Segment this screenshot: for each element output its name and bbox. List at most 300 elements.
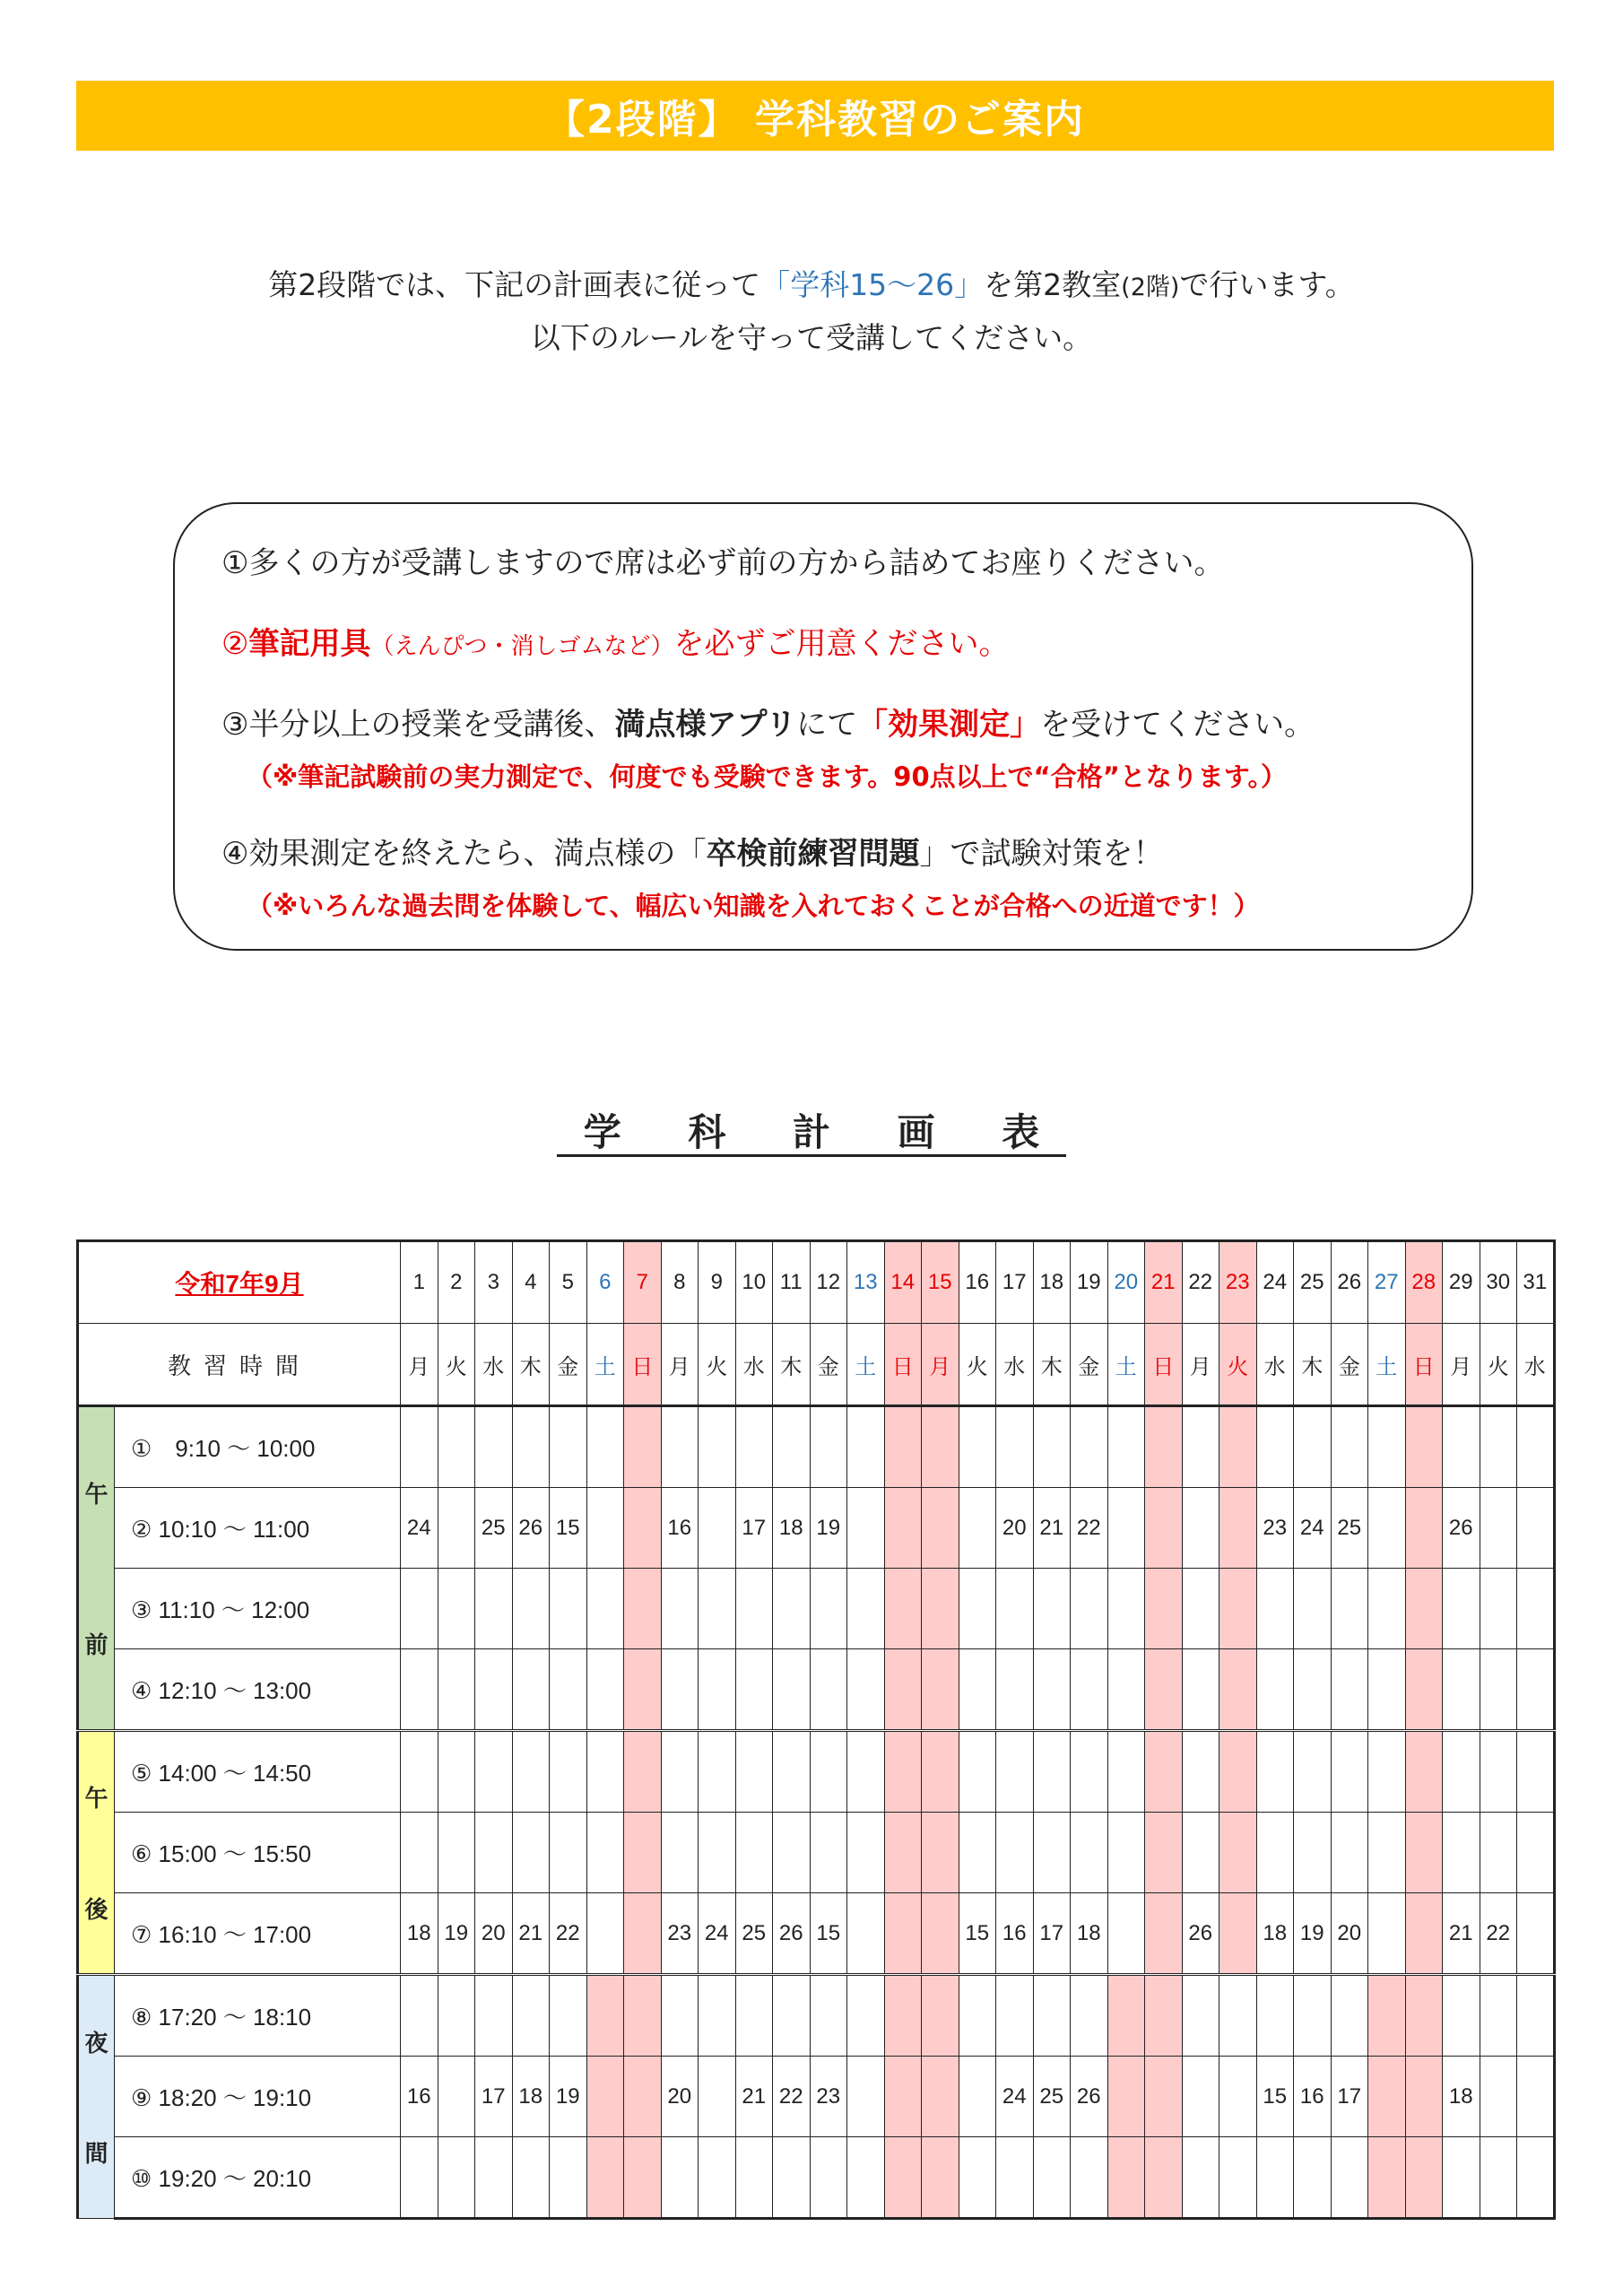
lesson-cell: 21 [1443, 1893, 1480, 1975]
time-slot: ⑨ 18:20 ～ 19:10 [115, 2057, 401, 2137]
day-number: 4 [512, 1241, 550, 1324]
lesson-cell: 24 [401, 1488, 438, 1569]
empty-cell [847, 1406, 885, 1488]
empty-cell [735, 1649, 773, 1731]
empty-cell [586, 1569, 624, 1649]
empty-cell [1182, 1569, 1219, 1649]
lesson-cell: 26 [1071, 2057, 1108, 2137]
empty-cell [624, 1649, 662, 1731]
empty-cell [1443, 1649, 1480, 1731]
empty-cell [1145, 1649, 1183, 1731]
empty-cell [735, 1731, 773, 1813]
empty-cell [884, 1731, 922, 1813]
day-number: 15 [922, 1241, 959, 1324]
lesson-cell: 20 [1331, 1893, 1368, 1975]
empty-cell [1145, 1731, 1183, 1813]
period-label-午前 [78, 1406, 115, 1731]
empty-cell [1145, 2137, 1183, 2219]
empty-cell [996, 1975, 1034, 2057]
empty-cell [1033, 1731, 1071, 1813]
plan-title-text: 学 科 計 画 表 [557, 1110, 1067, 1157]
empty-cell [1480, 1488, 1517, 1569]
empty-cell [1368, 1893, 1406, 1975]
lesson-cell: 20 [661, 2057, 699, 2137]
rules-box [173, 502, 1473, 951]
empty-cell [401, 1649, 438, 1731]
weekday-cell: 金 [550, 1324, 587, 1406]
lesson-cell: 24 [699, 1893, 736, 1975]
empty-cell [1405, 1406, 1443, 1488]
empty-cell [1368, 2057, 1406, 2137]
empty-cell [1033, 1975, 1071, 2057]
lesson-cell: 16 [401, 2057, 438, 2137]
empty-cell [996, 1569, 1034, 1649]
empty-cell [1480, 1813, 1517, 1893]
empty-cell [847, 1488, 885, 1569]
empty-cell [810, 2137, 847, 2219]
lesson-cell: 21 [512, 1893, 550, 1975]
empty-cell [550, 1731, 587, 1813]
empty-cell [1107, 2137, 1145, 2219]
empty-cell [438, 1731, 475, 1813]
empty-cell [810, 1731, 847, 1813]
time-slot: ⑩ 19:20 ～ 20:10 [115, 2137, 401, 2219]
empty-cell [1517, 1975, 1555, 2057]
empty-cell [1480, 1975, 1517, 2057]
slot-row [78, 1975, 1555, 2057]
rule-4-note: （※いろんな過去問を体験して、幅広い知識を入れておくことが合格への近道です！） [247, 891, 1260, 921]
empty-cell [1480, 1569, 1517, 1649]
empty-cell [735, 1406, 773, 1488]
day-number: 21 [1145, 1241, 1183, 1324]
empty-cell [699, 1975, 736, 2057]
weekday-cell: 水 [996, 1324, 1034, 1406]
empty-cell [624, 1731, 662, 1813]
empty-cell [1071, 1406, 1108, 1488]
empty-cell [1405, 1893, 1443, 1975]
slot-row [78, 1569, 1555, 1649]
empty-cell [512, 1731, 550, 1813]
empty-cell [1219, 2137, 1257, 2219]
weekday-cell: 月 [1182, 1324, 1219, 1406]
weekday-cell: 土 [847, 1324, 885, 1406]
empty-cell [1071, 1813, 1108, 1893]
empty-cell [959, 1813, 996, 1893]
lesson-cell: 22 [773, 2057, 811, 2137]
slot-row [78, 1731, 1555, 1813]
empty-cell [884, 1813, 922, 1893]
empty-cell [1219, 1893, 1257, 1975]
empty-cell [922, 1488, 959, 1569]
lesson-cell: 16 [996, 1893, 1034, 1975]
lesson-cell: 17 [475, 2057, 513, 2137]
slot-row [78, 2137, 1555, 2219]
empty-cell [401, 1975, 438, 2057]
period-char: 午 [84, 1785, 108, 1813]
day-number: 11 [773, 1241, 811, 1324]
lesson-cell: 15 [959, 1893, 996, 1975]
day-number: 26 [1331, 1241, 1368, 1324]
weekday-cell: 金 [1331, 1324, 1368, 1406]
empty-cell [475, 1406, 513, 1488]
rule-3-text-e: を受けてください。 [1040, 707, 1315, 743]
empty-cell [550, 1569, 587, 1649]
rule-2-emphasis: 筆記用具 [248, 626, 371, 662]
empty-cell [1256, 1813, 1294, 1893]
rule-2 [221, 619, 1010, 663]
empty-cell [884, 1893, 922, 1975]
empty-cell [1182, 1406, 1219, 1488]
weekday-cell: 金 [810, 1324, 847, 1406]
weekday-cell: 月 [922, 1324, 959, 1406]
empty-cell [1107, 1649, 1145, 1731]
empty-cell [1294, 1813, 1332, 1893]
empty-cell [624, 2057, 662, 2137]
slot-row [78, 2057, 1555, 2137]
empty-cell [1368, 1975, 1406, 2057]
month-label: 令和7年9月 [175, 1270, 304, 1298]
empty-cell [959, 2137, 996, 2219]
lesson-cell: 25 [735, 1893, 773, 1975]
empty-cell [884, 1649, 922, 1731]
lesson-cell: 26 [1182, 1893, 1219, 1975]
weekday-cell: 月 [661, 1324, 699, 1406]
empty-cell [1182, 1649, 1219, 1731]
empty-cell [699, 1649, 736, 1731]
rule-3-text-a: ③半分以上の授業を受講後、 [221, 707, 615, 743]
empty-cell [1071, 1975, 1108, 2057]
empty-cell [1405, 1488, 1443, 1569]
empty-cell [1480, 1731, 1517, 1813]
empty-cell [1256, 1975, 1294, 2057]
empty-cell [922, 1569, 959, 1649]
period-char: 間 [84, 2140, 108, 2168]
day-number: 24 [1256, 1241, 1294, 1324]
weekday-cell: 木 [1033, 1324, 1071, 1406]
banner-title: 【2段階】 学科教習のご案内 [545, 97, 1085, 143]
empty-cell [586, 2137, 624, 2219]
empty-cell [847, 1893, 885, 1975]
empty-cell [996, 1731, 1034, 1813]
empty-cell [1107, 1406, 1145, 1488]
empty-cell [401, 2137, 438, 2219]
lesson-cell: 24 [996, 2057, 1034, 2137]
lesson-cell: 18 [1071, 1893, 1108, 1975]
empty-cell [773, 1813, 811, 1893]
lesson-cell: 21 [735, 2057, 773, 2137]
empty-cell [1517, 2057, 1555, 2137]
day-number: 9 [699, 1241, 736, 1324]
rule-1: ①多くの方が受講しますので席は必ず前の方から詰めてお座りください。 [221, 545, 1225, 581]
empty-cell [699, 1406, 736, 1488]
empty-cell [922, 1406, 959, 1488]
empty-cell [1071, 1649, 1108, 1731]
empty-cell [810, 1813, 847, 1893]
empty-cell [1107, 1731, 1145, 1813]
empty-cell [661, 1813, 699, 1893]
empty-cell [624, 1813, 662, 1893]
empty-cell [1145, 1406, 1183, 1488]
lesson-cell: 18 [773, 1488, 811, 1569]
lesson-cell: 16 [661, 1488, 699, 1569]
time-slot: ③ 11:10 ～ 12:00 [115, 1569, 401, 1649]
empty-cell [1182, 1731, 1219, 1813]
empty-cell [1517, 2137, 1555, 2219]
empty-cell [773, 1649, 811, 1731]
empty-cell [1517, 1813, 1555, 1893]
empty-cell [884, 1569, 922, 1649]
empty-cell [1331, 2137, 1368, 2219]
empty-cell [1368, 1569, 1406, 1649]
empty-cell [884, 2137, 922, 2219]
weekday-cell: 日 [624, 1324, 662, 1406]
empty-cell [1480, 1406, 1517, 1488]
day-number: 3 [475, 1241, 513, 1324]
empty-cell [1145, 1975, 1183, 2057]
empty-cell [1071, 1731, 1108, 1813]
lesson-cell: 24 [1294, 1488, 1332, 1569]
empty-cell [401, 1731, 438, 1813]
empty-cell [1331, 1731, 1368, 1813]
empty-cell [773, 1569, 811, 1649]
empty-cell [438, 2137, 475, 2219]
empty-cell [922, 1975, 959, 2057]
day-number: 12 [810, 1241, 847, 1324]
weekday-cell: 木 [512, 1324, 550, 1406]
empty-cell [1145, 2057, 1183, 2137]
day-number: 23 [1219, 1241, 1257, 1324]
intro-lessons-highlight: 「学科15～26」 [760, 267, 985, 302]
rule-3-test-name: 「効果測定」 [857, 707, 1041, 743]
empty-cell [1368, 2137, 1406, 2219]
time-slot: ② 10:10 ～ 11:00 [115, 1488, 401, 1569]
plan-title [0, 1103, 1623, 1157]
empty-cell [847, 2057, 885, 2137]
empty-cell [1294, 1731, 1332, 1813]
empty-cell [1368, 1649, 1406, 1731]
lesson-cell: 22 [1480, 1893, 1517, 1975]
period-char: 前 [84, 1631, 108, 1658]
empty-cell [661, 1406, 699, 1488]
empty-cell [1145, 1813, 1183, 1893]
empty-cell [810, 1649, 847, 1731]
weekday-cell: 木 [1294, 1324, 1332, 1406]
intro-line-2: 以下のルールを守って受講してください。 [530, 320, 1093, 355]
empty-cell [1480, 2057, 1517, 2137]
intro-text-a: 第2段階では、下記の計画表に従って [268, 267, 761, 302]
empty-cell [959, 1406, 996, 1488]
empty-cell [438, 1569, 475, 1649]
empty-cell [922, 1813, 959, 1893]
empty-cell [1331, 1975, 1368, 2057]
empty-cell [586, 1975, 624, 2057]
slot-row [78, 1893, 1555, 1975]
empty-cell [1443, 1731, 1480, 1813]
empty-cell [512, 1813, 550, 1893]
empty-cell [586, 1406, 624, 1488]
empty-cell [1219, 1406, 1257, 1488]
day-number: 28 [1405, 1241, 1443, 1324]
empty-cell [1033, 2137, 1071, 2219]
title-banner [76, 81, 1554, 151]
lesson-cell: 18 [401, 1893, 438, 1975]
empty-cell [512, 1569, 550, 1649]
empty-cell [586, 1731, 624, 1813]
lesson-cell: 15 [550, 1488, 587, 1569]
empty-cell [1145, 1569, 1183, 1649]
empty-cell [922, 1649, 959, 1731]
empty-cell [438, 1488, 475, 1569]
lesson-cell: 23 [1256, 1488, 1294, 1569]
lesson-cell: 26 [512, 1488, 550, 1569]
lesson-cell: 18 [512, 2057, 550, 2137]
empty-cell [1443, 1406, 1480, 1488]
weekday-cell: 火 [1480, 1324, 1517, 1406]
period-label-夜間 [78, 1975, 115, 2219]
lesson-cell: 26 [1443, 1488, 1480, 1569]
weekday-cell: 土 [1368, 1324, 1406, 1406]
time-slot: ⑤ 14:00 ～ 14:50 [115, 1731, 401, 1813]
rule-3-text-c: にて [796, 707, 858, 743]
weekday-cell: 火 [1219, 1324, 1257, 1406]
lesson-cell: 25 [1331, 1488, 1368, 1569]
slot-row [78, 1813, 1555, 1893]
rule-3-app-name: 満点様アプリ [614, 707, 797, 743]
day-number: 31 [1517, 1241, 1555, 1324]
empty-cell [735, 1975, 773, 2057]
empty-cell [661, 1975, 699, 2057]
lesson-cell: 17 [1033, 1893, 1071, 1975]
empty-cell [1182, 1975, 1219, 2057]
empty-cell [847, 1569, 885, 1649]
period-label-午後 [78, 1731, 115, 1975]
empty-cell [475, 1813, 513, 1893]
empty-cell [624, 1975, 662, 2057]
time-slot: ④ 12:10 ～ 13:00 [115, 1649, 401, 1731]
weekday-cell: 火 [699, 1324, 736, 1406]
empty-cell [401, 1813, 438, 1893]
empty-cell [1256, 1569, 1294, 1649]
day-number: 20 [1107, 1241, 1145, 1324]
empty-cell [847, 1813, 885, 1893]
empty-cell [1517, 1569, 1555, 1649]
empty-cell [550, 1406, 587, 1488]
lesson-cell: 23 [810, 2057, 847, 2137]
empty-cell [512, 1649, 550, 1731]
day-number: 27 [1368, 1241, 1406, 1324]
rule-3 [221, 700, 1315, 744]
empty-cell [1256, 1406, 1294, 1488]
intro-text-c: を第2教室 [984, 267, 1122, 302]
lesson-cell: 20 [996, 1488, 1034, 1569]
empty-cell [922, 1893, 959, 1975]
empty-cell [1480, 1649, 1517, 1731]
slot-row [78, 1406, 1555, 1488]
lesson-cell: 25 [1033, 2057, 1071, 2137]
lesson-cell: 17 [1331, 2057, 1368, 2137]
day-number-row [78, 1241, 1555, 1324]
empty-cell [1107, 1975, 1145, 2057]
empty-cell [438, 2057, 475, 2137]
empty-cell [550, 2137, 587, 2219]
empty-cell [1443, 1975, 1480, 2057]
empty-cell [475, 2137, 513, 2219]
weekday-cell: 月 [401, 1324, 438, 1406]
empty-cell [512, 2137, 550, 2219]
empty-cell [699, 2137, 736, 2219]
weekday-cell: 水 [1517, 1324, 1555, 1406]
lesson-cell: 18 [1443, 2057, 1480, 2137]
empty-cell [512, 1975, 550, 2057]
slot-row [78, 1649, 1555, 1731]
empty-cell [1219, 2057, 1257, 2137]
empty-cell [773, 1731, 811, 1813]
empty-cell [959, 1731, 996, 1813]
lesson-cell: 19 [1294, 1893, 1332, 1975]
empty-cell [1107, 1569, 1145, 1649]
empty-cell [438, 1813, 475, 1893]
empty-cell [1294, 2137, 1332, 2219]
empty-cell [438, 1649, 475, 1731]
empty-cell [661, 1731, 699, 1813]
lesson-cell: 26 [773, 1893, 811, 1975]
empty-cell [401, 1569, 438, 1649]
weekday-cell: 水 [735, 1324, 773, 1406]
empty-cell [1294, 1649, 1332, 1731]
weekday-cell: 日 [884, 1324, 922, 1406]
empty-cell [1182, 2137, 1219, 2219]
lesson-cell: 17 [735, 1488, 773, 1569]
empty-cell [699, 1731, 736, 1813]
empty-cell [735, 2137, 773, 2219]
lesson-cell: 21 [1033, 1488, 1071, 1569]
day-number: 30 [1480, 1241, 1517, 1324]
weekday-cell: 月 [1443, 1324, 1480, 1406]
empty-cell [959, 1975, 996, 2057]
empty-cell [996, 1649, 1034, 1731]
empty-cell [1517, 1731, 1555, 1813]
rule-4 [221, 829, 1163, 873]
empty-cell [1368, 1731, 1406, 1813]
empty-cell [847, 1975, 885, 2057]
day-number: 13 [847, 1241, 885, 1324]
weekday-cell: 火 [959, 1324, 996, 1406]
empty-cell [1182, 1488, 1219, 1569]
empty-cell [1517, 1406, 1555, 1488]
period-char: 後 [84, 1895, 108, 1923]
empty-cell [1145, 1893, 1183, 1975]
period-char: 夜 [84, 2029, 108, 2057]
empty-cell [884, 2057, 922, 2137]
empty-cell [1331, 1569, 1368, 1649]
empty-cell [1368, 1488, 1406, 1569]
month-header [78, 1241, 401, 1324]
day-number: 19 [1071, 1241, 1108, 1324]
empty-cell [586, 1813, 624, 1893]
empty-cell [735, 1813, 773, 1893]
empty-cell [699, 1813, 736, 1893]
empty-cell [1368, 1406, 1406, 1488]
day-number: 29 [1443, 1241, 1480, 1324]
empty-cell [884, 1406, 922, 1488]
empty-cell [624, 1893, 662, 1975]
empty-cell [847, 1649, 885, 1731]
empty-cell [996, 1406, 1034, 1488]
lesson-cell: 15 [1256, 2057, 1294, 2137]
empty-cell [773, 2137, 811, 2219]
weekday-cell: 金 [1071, 1324, 1108, 1406]
period-char: 午 [84, 1481, 108, 1508]
